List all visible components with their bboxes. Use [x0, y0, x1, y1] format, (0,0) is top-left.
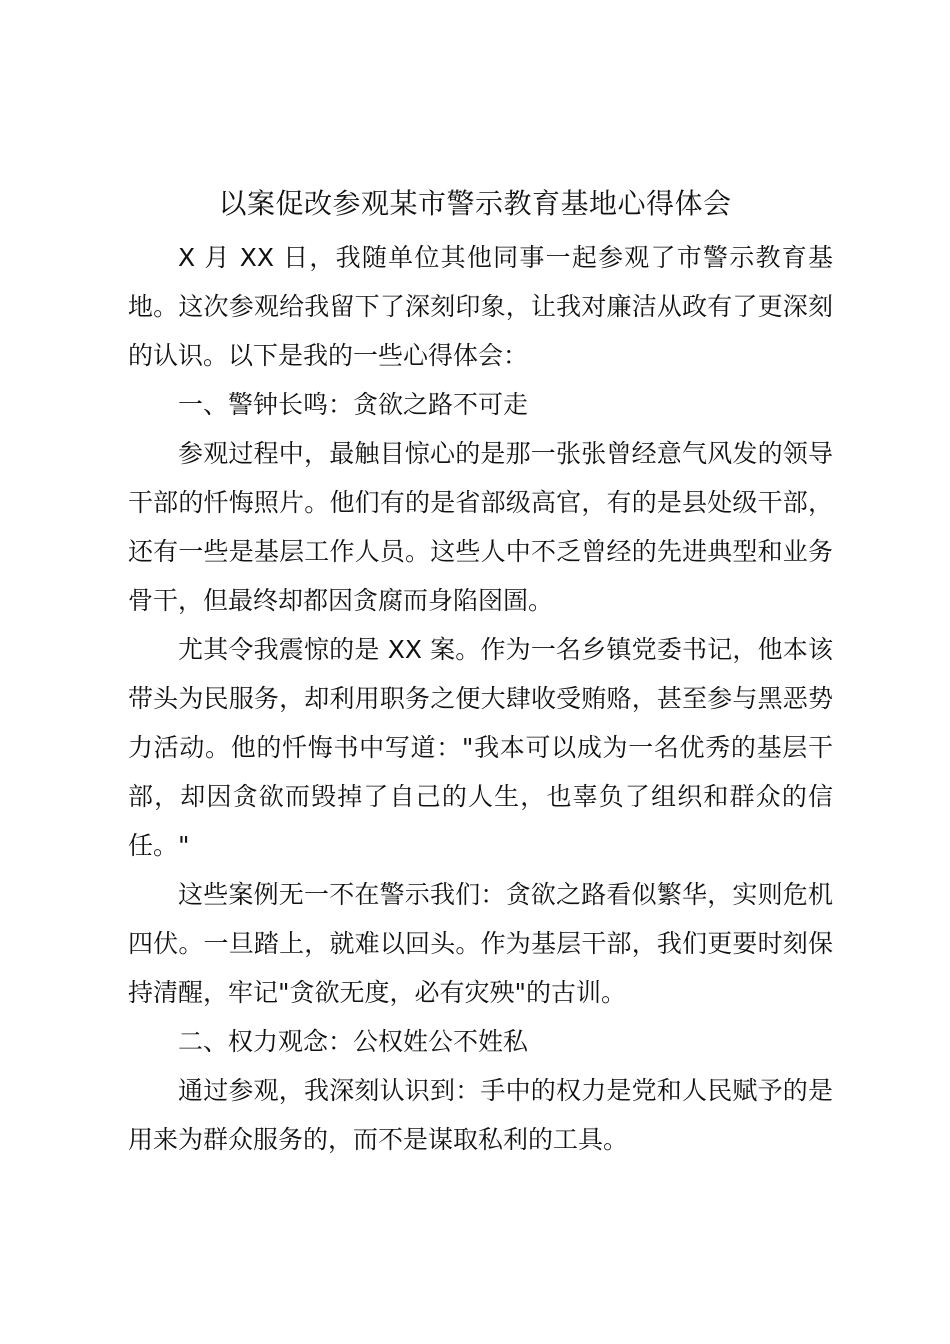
- document-body: [128, 233, 833, 1164]
- section-heading-1: 一、警钟长鸣：贪欲之路不可走: [178, 390, 529, 419]
- section-heading-2: 二、权力观念：公权姓公不姓私: [178, 1027, 529, 1056]
- body-paragraph: 通过参观，我深刻认识到：手中的权力是党和人民赋予的是用来为群众服务的，而不是谋取私利的工具。: [128, 1076, 833, 1154]
- intro-paragraph: X 月 XX 日，我随单位其他同事一起参观了市警示教育基地。这次参观给我留下了深刻印象，让我对廉洁从政有了更深刻的认识。以下是我的一些心得体会：: [128, 243, 833, 370]
- body-paragraph: 这些案例无一不在警示我们：贪欲之路看似繁华，实则危机四伏。一旦踏上，就难以回头。作为基层干部，我们更要时刻保持清醒，牢记"贪欲无度，必有灾殃"的古训。: [128, 880, 833, 1007]
- body-paragraph: 参观过程中，最触目惊心的是那一张张曾经意气风发的领导干部的忏悔照片。他们有的是省部级高官，有的是县处级干部，还有一些是基层工作人员。这些人中不乏曾经的先进典型和业务骨干，但最终却都因贪腐而身陷囹圄。: [128, 439, 833, 615]
- body-paragraph: 尤其令我震惊的是 XX 案。作为一名乡镇党委书记，他本该带头为民服务，却利用职务之便大肆收受贿赂，甚至参与黑恶势力活动。他的忏悔书中写道："我本可以成为一名优秀的基层干部，却因贪欲而毁掉了自己的人生，也辜负了组织和群众的信任。": [128, 635, 833, 860]
- document-title: 以案促改参观某市警示教育基地心得体会: [218, 187, 732, 220]
